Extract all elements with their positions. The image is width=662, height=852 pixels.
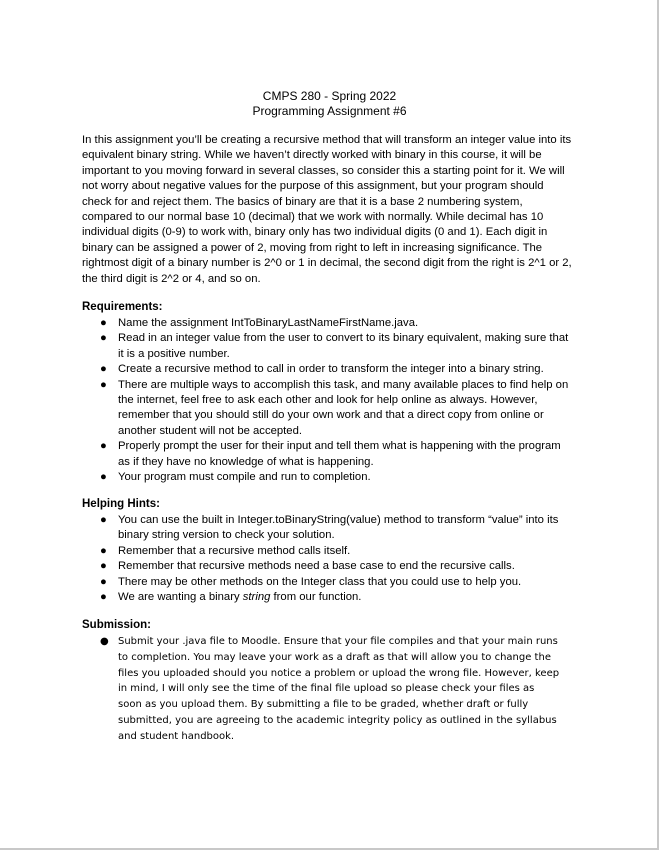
bullet-icon: ● — [100, 378, 107, 391]
list-item: ● Read in an integer value from the user to convert to its binary equivalent, making sure that it is a positive number. — [100, 332, 569, 360]
list-item: ● There are multiple ways to accomplish this task, and many available places to find help on the internet, feel free to ask each other and look for help online as always. However, remember that you should still do your own work and that a direct copy from online or another student will not be accepted. — [100, 378, 569, 437]
hints-heading: Helping Hints: — [82, 498, 160, 510]
submission-list — [100, 634, 560, 745]
requirements-list — [100, 316, 572, 485]
intro-paragraph: In this assignment you’ll be creating a recursive method that will transform an integer value into its equivalent binary string. While we haven’t directly worked with binary in this course, it will be important to you moving forward in several classes, so consider this a starting point for it. We will not worry about negative values for the purpose of this assignment, but your program should check for and reject them. The basics of binary are that it is a base 2 numbering system, compared to our normal base 10 (decimal) that we work with normally. While decimal has 10 individual digits (0-9) to work with, binary only has two individual digits (0 and 1). Each digit in binary can be assigned a power of 2, moving from right to left in increasing significance. The rightmost digit of a binary number is 2^0 or 1 in decimal, the second digit from the right is 2^1 or 2, the third digit is 2^2 or 4, and so on. — [82, 134, 572, 285]
list-item: ● Remember that a recursive method calls itself. — [100, 544, 572, 559]
bullet-icon: ● — [100, 363, 107, 376]
bullet-icon: ● — [100, 514, 107, 526]
assignment-title: Programming Assignment #6 — [252, 104, 407, 118]
bullet-icon: ● — [100, 317, 107, 329]
submission-heading: Submission: — [82, 619, 152, 631]
bullet-icon: ● — [100, 591, 107, 604]
list-item: ● Remember that recursive methods need a base case to end the recursive calls. — [100, 559, 572, 574]
list-item: ● We are wanting a binary string from our function. — [100, 590, 572, 605]
list-item: ● Properly prompt the user for their input and tell them what is happening with the program as if they have no knowledge of what is happening. — [100, 440, 561, 468]
requirements-heading: Requirements: — [82, 301, 163, 313]
list-item: ● Create a recursive method to call in order to transform the integer into a binary string. — [100, 362, 572, 377]
emphasis-text: string — [242, 591, 271, 604]
bullet-icon: ● — [100, 332, 107, 345]
bullet-icon: ● — [100, 471, 107, 484]
list-item: ● Submit your .java file to Moodle. Ensure that your file compiles and that your main runs to completion. You may leave your work as a draft as that will allow you to change the files you uploaded should you notice a problem or upload the wrong file. However, keep in mind, I will only see the time of the final file upload so please check your files as soon as you upload them. By submitting a file to be graded, whether draft or fully submitted, you are agreeing to the academic integrity policy as outlined in the syllabus and student handbook. — [100, 636, 560, 742]
bullet-icon: ● — [100, 575, 107, 588]
list-item: ● Name the assignment IntToBinaryLastNameFirstName.java. — [100, 316, 572, 331]
document-title — [0, 89, 659, 119]
list-item: ● Your program must compile and run to completion. — [100, 470, 572, 485]
bullet-icon: ● — [100, 560, 107, 573]
hints-list — [100, 513, 572, 605]
course-title: CMPS 280 - Spring 2022 — [262, 89, 397, 103]
list-item: ● There may be other methods on the Integer class that you could use to help you. — [100, 575, 572, 590]
list-item: ● You can use the built in Integer.toBinaryString(value) method to transform “value” into its binary string version to check your solution. — [100, 514, 559, 542]
bullet-icon: ● — [100, 544, 107, 557]
bullet-icon: ● — [100, 636, 109, 647]
bullet-icon: ● — [100, 440, 107, 453]
